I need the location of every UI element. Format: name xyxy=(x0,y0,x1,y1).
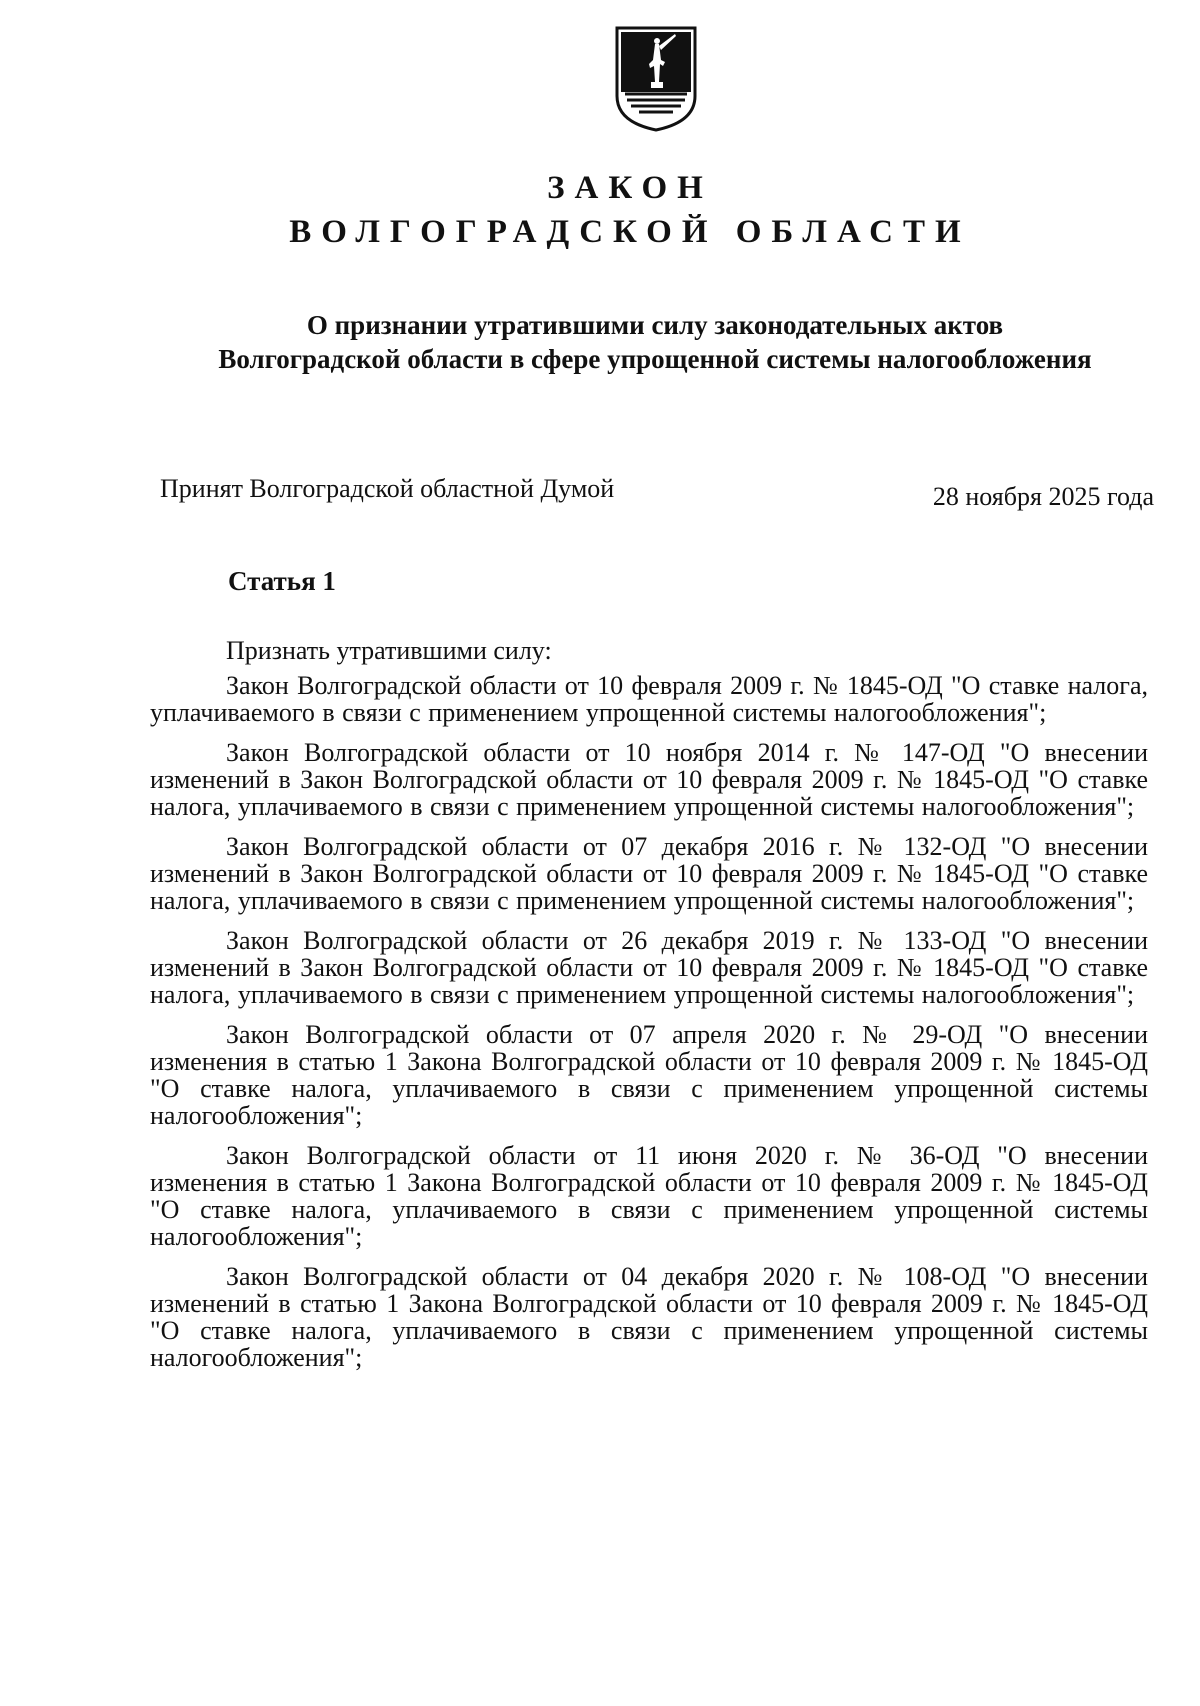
adoption-text: Принят Волгоградской областной Думой xyxy=(160,474,615,503)
article-heading: Статья 1 xyxy=(228,566,336,596)
volgograd-region-emblem-icon xyxy=(615,26,697,132)
list-item: Закон Волгоградской области от 10 февраля 2009 г. № 1845-ОД "О ставке налога, уплачиваемого в связи с применением упрощенной системы налогообложения"; xyxy=(150,671,1148,727)
list-item: Закон Волгоградской области от 10 ноября 2014 г. № 147-ОД "О внесении изменений в Закон Волгоградской области от 10 февраля 2009 г. № 1845-ОД "О ставке налога, уплачиваемого в связи с применением упрощенной системы налогообложения"; xyxy=(150,738,1148,821)
law-subtitle-line-2: Волгоградской области в сфере упрощенной системы налогообложения xyxy=(218,344,1092,374)
repealed-laws-list xyxy=(150,672,1148,1384)
article-intro: Признать утратившими силу: xyxy=(226,636,552,665)
list-item: Закон Волгоградской области от 07 апреля 2020 г. № 29-ОД "О внесении изменения в статью 1 Закона Волгоградской области от 10 февраля 2009 г. № 1845-ОД "О ставке налога, уплачиваемого в связи с применением упрощенной системы налогообложения"; xyxy=(150,1020,1148,1130)
list-item: Закон Волгоградской области от 04 декабря 2020 г. № 108-ОД "О внесении изменений в статью 1 Закона Волгоградской области от 10 февраля 2009 г. № 1845-ОД "О ставке налога, уплачиваемого в связи с применением упрощенной системы налогообложения"; xyxy=(150,1262,1148,1372)
adoption-date: 28 ноября 2025 года xyxy=(932,482,1154,511)
issuer-title: ВОЛГОГРАДСКОЙ ОБЛАСТИ xyxy=(289,214,971,250)
law-subtitle xyxy=(120,308,1190,376)
list-item: Закон Волгоградской области от 07 декабря 2016 г. № 132-ОД "О внесении изменений в Закон Волгоградской области от 10 февраля 2009 г. № 1845-ОД "О ставке налога, уплачиваемого в связи с применением упрощенной системы налогообложения"; xyxy=(150,832,1148,915)
law-subtitle-line-1: О признании утратившими силу законодательных актов xyxy=(306,310,1004,340)
document-type-title: ЗАКОН xyxy=(547,170,713,206)
list-item: Закон Волгоградской области от 11 июня 2020 г. № 36-ОД "О внесении изменения в статью 1 Закона Волгоградской области от 10 февраля 2009 г. № 1845-ОД "О ставке налога, уплачиваемого в связи с применением упрощенной системы налогообложения"; xyxy=(150,1141,1148,1251)
list-item: Закон Волгоградской области от 26 декабря 2019 г. № 133-ОД "О внесении изменений в Закон Волгоградской области от 10 февраля 2009 г. № 1845-ОД "О ставке налога, уплачиваемого в связи с применением упрощенной системы налогообложения"; xyxy=(150,926,1148,1009)
